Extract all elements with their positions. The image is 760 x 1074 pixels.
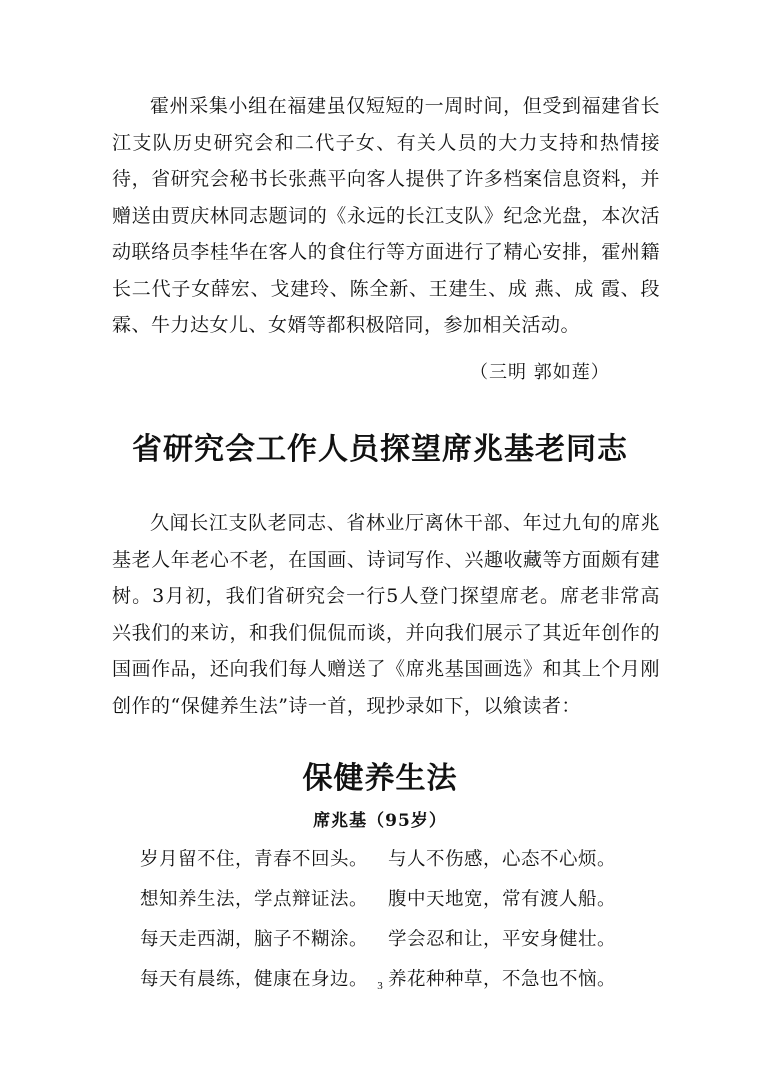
poem-line-left: 想知养生法，学点辩证法。 [140,889,369,910]
poem-line-left: 每天有晨练，健康在身边。 [140,969,369,990]
poem-body [140,840,640,1000]
poem-line [140,840,640,880]
poem-line-right: 养花种种草，不急也不恼。 [388,969,617,990]
poem-line [140,920,640,960]
poem-title: 保健养生法 [302,761,458,796]
poem-line-right: 与人不伤感，心态不心烦。 [388,849,617,870]
paragraph-visit-xi-zhaoji: 久闻长江支队老同志、省林业厅离休干部、年过九旬的席兆基老人年老心不老，在国画、诗词写作、兴趣收藏等方面颇有建树。3月初，我们省研究会一行5人登门探望席老。席老非常高兴我们的来访，和我们侃侃而谈，并向我们展示了其近年创作的国画作品，还向我们每人赠送了《席兆基国画选》和其上个月刚创作的“保健养生法”诗一首，现抄录如下，以飨读者： [112,512,660,717]
article-signature: （三明 郭如莲） [470,362,610,383]
poem-line [140,880,640,920]
poem-line-right: 腹中天地宽，常有渡人船。 [388,889,617,910]
poem-line-right: 学会忍和让，平安身健壮。 [388,929,617,950]
poem-author: 席兆基（95岁） [313,811,447,831]
poem-line-left: 每天走西湖，脑子不糊涂。 [140,929,369,950]
page-number: 3 [377,980,383,992]
paragraph-huozhou-visit: 霍州采集小组在福建虽仅短短的一周时间，但受到福建省长江支队历史研究会和二代子女、有关人员的大力支持和热情接待，省研究会秘书长张燕平向客人提供了许多档案信息资料，并赠送由贾庆林同志题词的《永远的长江支队》纪念光盘，本次活动联络员李桂华在客人的食住行等方面进行了精心安排，霍州籍长二代子女薛宏、戈建玲、陈全新、王建生、成 燕、成 霞、段 霖、牛力达女儿、女婿等都积极陪同，参加相关活动。 [112,95,660,336]
article-heading: 省研究会工作人员探望席兆基老同志 [132,432,628,467]
poem-line-left: 岁月留不住，青春不回头。 [140,849,369,870]
